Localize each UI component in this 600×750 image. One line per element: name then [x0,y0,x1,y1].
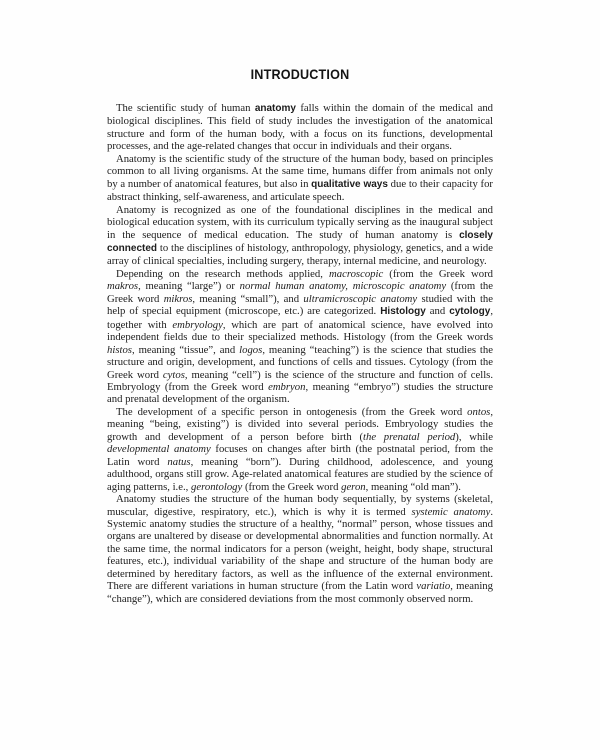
paragraph-1 [107,102,493,153]
italic-term: ontos [467,405,491,418]
text-run: studied with the help of special equipment (microscope, etc.) are categorized. [107,292,494,318]
bold-term: closely connected [107,229,493,254]
italic-term: variatio [416,580,451,593]
italic-term: geron [341,480,366,493]
paragraph-5 [107,406,493,493]
text-run: , meaning “small”), and [192,292,304,305]
italic-term: gerontology [191,480,243,493]
text-run: The development of a specific person in ontogenesis (from the Greek word [116,405,468,418]
text-run: , meaning “teaching”) is the science that studies the structure and origin, development, and functions of cells and tissues. Cytology (from the Greek word [107,343,493,381]
italic-term: cytos [162,368,185,381]
text-run: (from the Greek word [383,267,493,280]
paragraph-3 [107,204,493,268]
italic-term: embryology [172,318,223,331]
paragraph-6 [107,493,493,605]
bold-term: Histology [380,306,426,318]
text-run: and [425,305,450,318]
paragraph-4 [107,268,493,406]
text-run: , meaning “tissue”, and [131,343,240,356]
italic-term: developmental anatomy [107,443,211,456]
italic-term: logos [239,343,263,356]
bold-term: anatomy [254,103,296,114]
text-run: ), while [455,430,493,443]
body-text [107,102,493,605]
italic-term: ultramicroscopic anatomy [303,292,418,305]
text-run: focuses on changes after birth (the postnatal period, from the Latin word [107,443,493,468]
text-run: (from the Greek word [107,280,493,305]
page-title: INTRODUCTION [250,66,350,82]
text-run: , meaning “large”) or [138,280,240,293]
italic-term: embryon [268,380,306,393]
italic-term: natus [167,455,191,468]
text-run: due to their capacity for abstract thinking, self-awareness, and articulate speech. [107,177,493,204]
text-run: to the disciplines of histology, anthropology, physiology, genetics, and a wide array of clinical specialties, including surgery, therapy, internal medicine, and neurology. [107,241,493,268]
bold-term: qualitative ways [311,178,388,190]
text-run: falls within the domain of the medical and biological disciplines. This field of study includes the investigation of the anatomical structure and form of the human body, with a focus on its functions, developmental processes, and the age-related changes that occur in individuals and their organs. [107,102,494,153]
italic-term: macroscopic [329,267,384,280]
text-run: , meaning “change”), which are considered deviations from the most commonly observed norm. [107,580,493,605]
italic-term: the prenatal period [363,430,456,443]
text-run: , which are part of anatomical science, have evolved into independent fields due to their specialized methods. Histology (from the Greek words [107,318,493,344]
text-run: , meaning “born”). During childhood, adolescence, and young adulthood, organs still grow. Age-related anatomical features are studied by the science of aging patterns, i.e., [107,455,493,493]
paragraph-2 [107,153,493,204]
text-run: (from the Greek word [242,480,342,493]
bold-term: cytology [449,306,491,318]
text-run: Anatomy is recognized as one of the foundational disciplines in the medical and biological education system, with its curriculum typically serving as the inaugural subject in the sequence of medical education. The study of human anatomy is [107,203,493,241]
text-run: Depending on the research methods applied, [116,267,330,280]
italic-term: systemic anatomy [411,505,491,518]
text-run: , meaning “being, existing”) is divided into several periods. Embryology studies the growth and development of a person before birth ( [107,405,493,443]
italic-term: normal human anatomy, microscopic anatomy [239,280,447,293]
text-run: , meaning “embryo”) studies the structure and prenatal development of the organism. [107,380,493,406]
italic-term: mikros [163,292,193,305]
text-run: , meaning “old man”). [365,480,461,493]
text-run: Anatomy studies the structure of the human body sequentially, by systems (skeletal, muscular, digestive, respiratory, etc.), which is why it is termed [107,493,493,518]
text-run: The scientific study of human [116,102,255,114]
text-run: Anatomy is the scientific study of the structure of the human body, based on principles common to all living organisms. At the same time, humans differ from animals not only by a number of anatomical features, but also in [107,152,493,190]
text-run: , meaning “cell”) is the science of the structure and function of cells. Embryology (from the Greek word [107,368,493,393]
italic-term: histos [107,343,132,356]
text-run: . Systemic anatomy studies the structure of a healthy, “normal” person, whose tissues and organs are unaltered by disease or developmental abnormalities and function normally. At the same time, the normal indicators for a person (weight, height, body shape, structural features, etc.), individual variability of the shape and structure of the human body are determined by hereditary factors, as well as the influence of the external environment. There are different variations in human structure (from the Latin word [107,505,493,593]
italic-term: makros [107,280,139,293]
text-run: , together with [107,305,493,331]
